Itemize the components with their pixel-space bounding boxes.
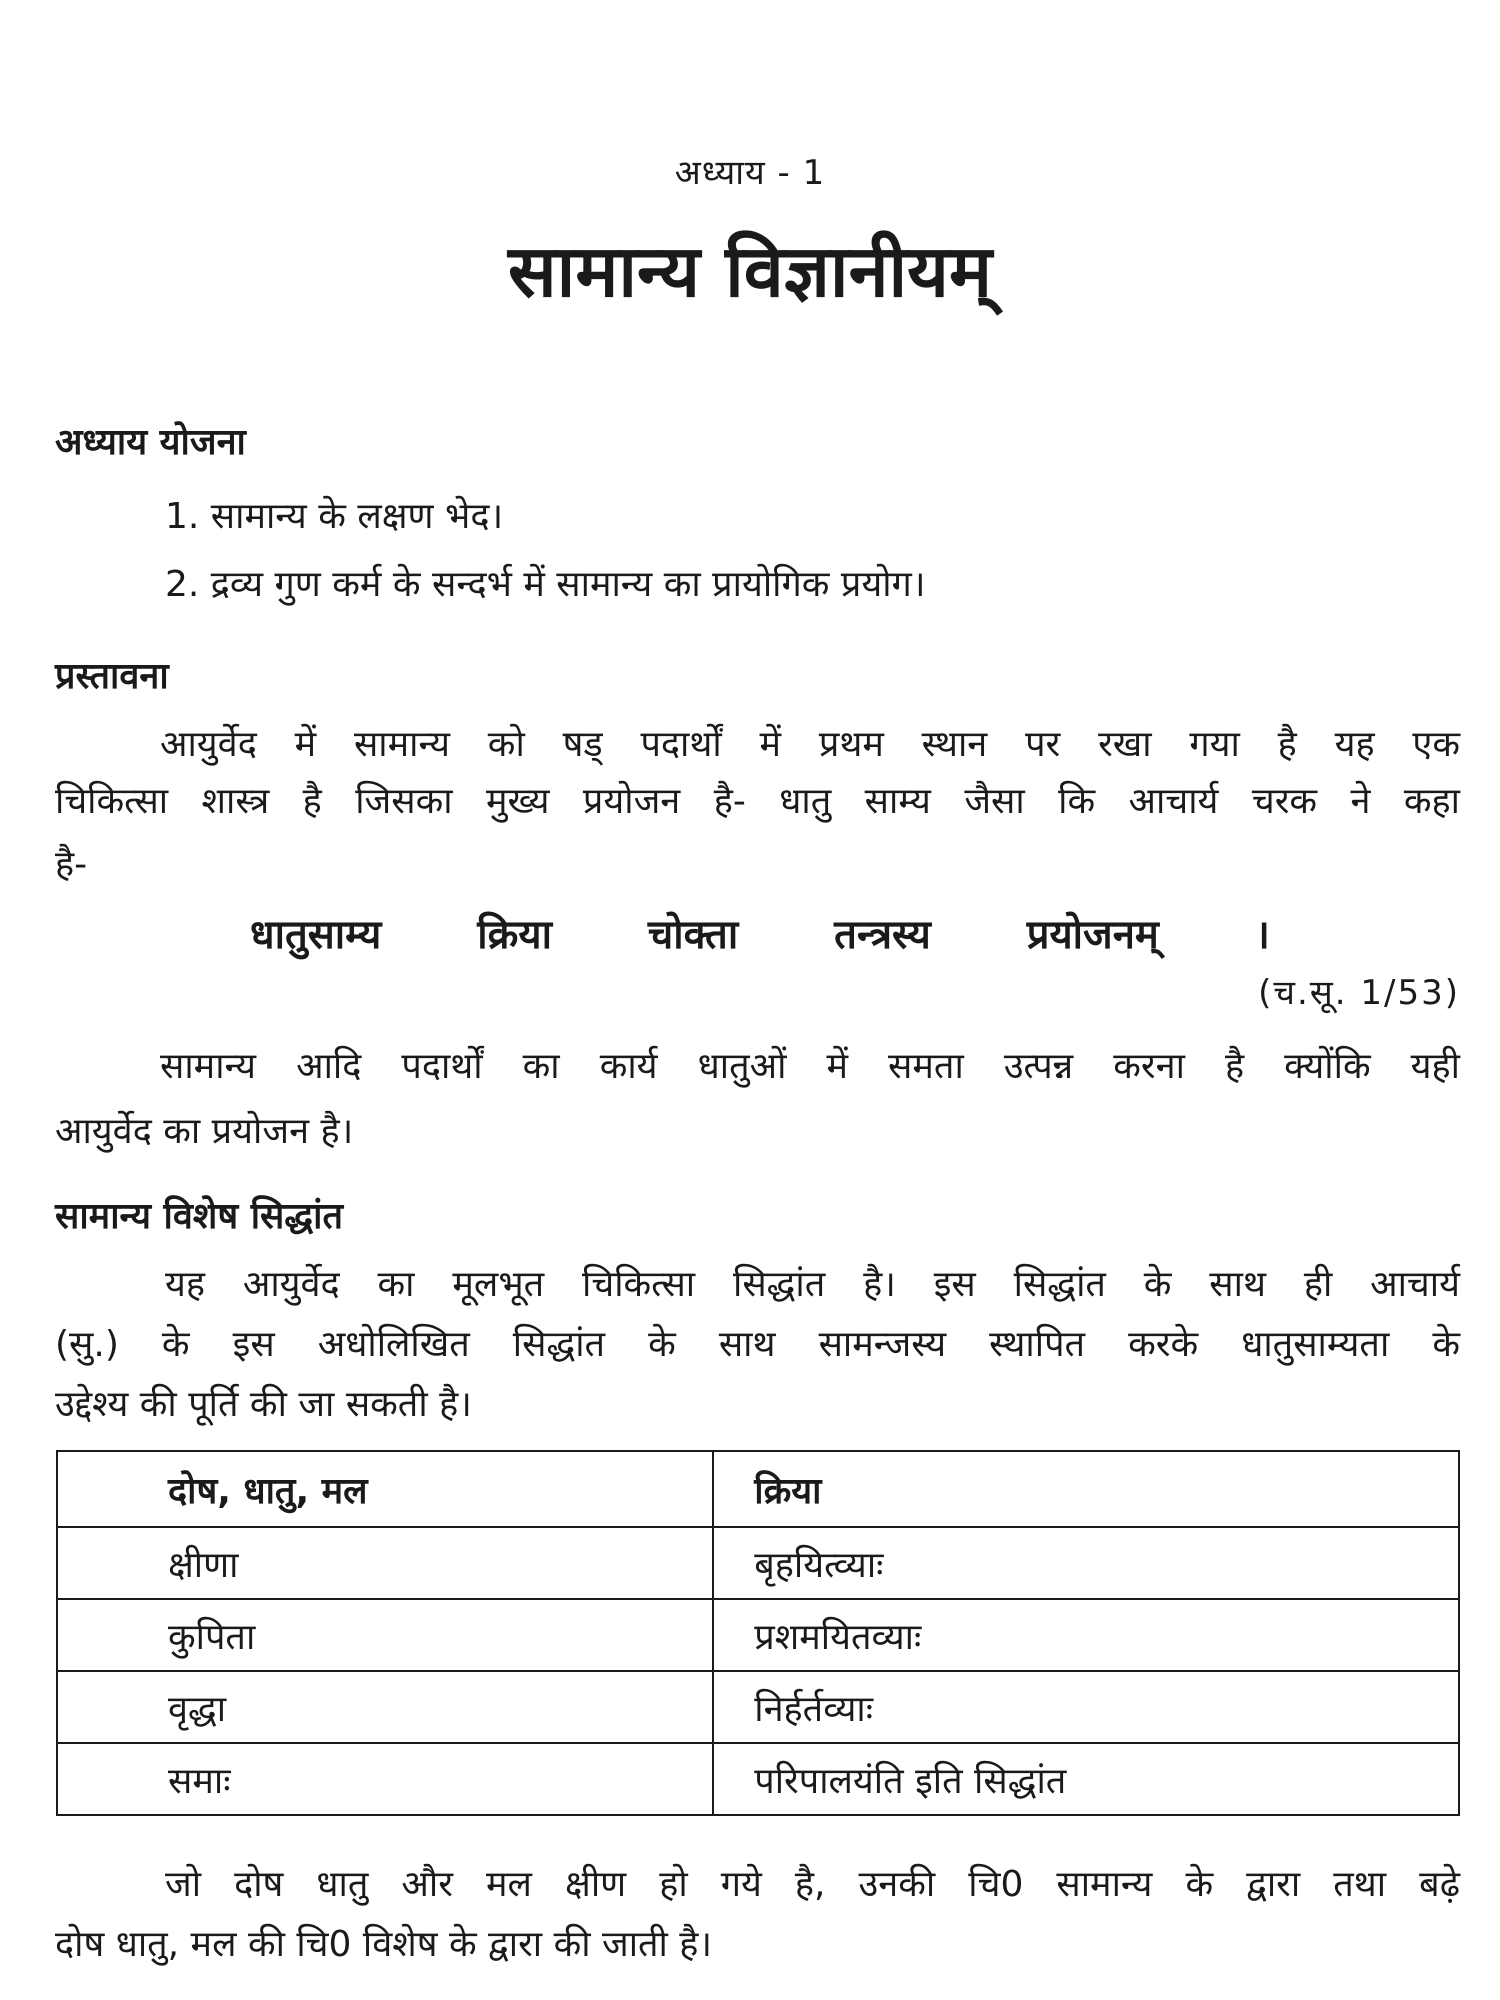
principle-line-2: (सु.) के इस अधोलिखित सिद्धांत के साथ सामन्जस्य स्थापित करके धातुसाम्यता के [55, 1324, 1460, 1365]
intro-heading: प्रस्तावना [55, 656, 169, 697]
intro-line-1: आयुर्वेद में सामान्य को षड् पदार्थों में प्रथम स्थान पर रखा गया है यह एक [160, 724, 1460, 765]
table-cell: कुपिता [57, 1599, 713, 1671]
sanskrit-quote [250, 905, 1270, 960]
closing-line-1: जो दोष धातु और मल क्षीण हो गये है, उनकी चि0 सामान्य के द्वारा तथा बढ़े [165, 1864, 1460, 1905]
quote-word: प्रयोजनम् [1026, 912, 1159, 958]
para2-line-1: सामान्य आदि पदार्थों का कार्य धातुओं में समता उत्पन्न करना है क्योंकि यही [160, 1046, 1460, 1087]
quote-word: धातुसाम्य [250, 912, 382, 958]
table-row [57, 1599, 1459, 1671]
plan-heading: अध्याय योजना [55, 422, 246, 463]
table-cell: वृद्धा [57, 1671, 713, 1743]
principle-line-1: यह आयुर्वेद का मूलभूत चिकित्सा सिद्धांत है। इस सिद्धांत के साथ ही आचार्य [165, 1264, 1460, 1305]
plan-item-2: 2. द्रव्य गुण कर्म के सन्दर्भ में सामान्य का प्रायोगिक प्रयोग। [165, 564, 926, 605]
header-kriya: क्रिया [713, 1451, 1459, 1527]
chapter-label: अध्याय - 1 [674, 153, 826, 193]
table-row [57, 1743, 1459, 1815]
table-row [57, 1527, 1459, 1599]
table-cell: परिपालयंति इति सिद्धांत [713, 1743, 1459, 1815]
intro-line-3: है- [55, 844, 88, 885]
table-cell: निर्हर्तव्याः [713, 1671, 1459, 1743]
chapter-title: सामान्य विज्ञानीयम् [508, 229, 992, 313]
table-row [57, 1671, 1459, 1743]
table-cell: क्षीणा [57, 1527, 713, 1599]
principle-heading: सामान्य विशेष सिद्धांत [55, 1196, 343, 1237]
quote-reference: (च.सू. 1/53) [1258, 973, 1460, 1013]
principle-line-3: उद्देश्य की पूर्ति की जा सकती है। [55, 1384, 472, 1425]
plan-item-1: 1. सामान्य के लक्षण भेद। [165, 496, 504, 537]
quote-word: । [1254, 912, 1270, 958]
closing-line-2: दोष धातु, मल की चि0 विशेष के द्वारा की जाती है। [55, 1924, 713, 1965]
table-cell: बृहयित्व्याः [713, 1527, 1459, 1599]
table-header-row [57, 1451, 1459, 1527]
header-dosha: दोष, धातु, मल [57, 1451, 713, 1527]
table-cell: समाः [57, 1743, 713, 1815]
quote-word: चोक्ता [647, 912, 739, 958]
principle-table [56, 1450, 1460, 1816]
table-cell: प्रशमयितव्याः [713, 1599, 1459, 1671]
para2-line-2: आयुर्वेद का प्रयोजन है। [55, 1111, 354, 1152]
intro-line-2: चिकित्सा शास्त्र है जिसका मुख्य प्रयोजन है- धातु साम्य जैसा कि आचार्य चरक ने कहा [55, 781, 1460, 822]
quote-word: क्रिया [477, 912, 552, 958]
quote-word: तन्त्रस्य [834, 912, 931, 958]
